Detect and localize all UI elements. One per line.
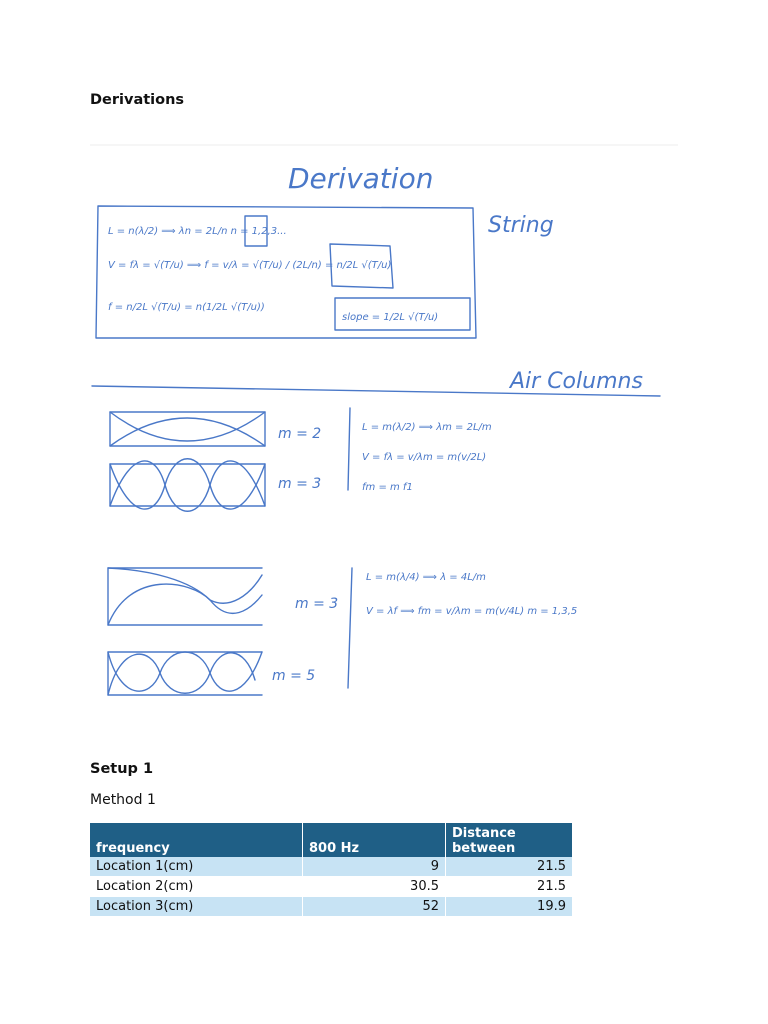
section-heading-derivations: Derivations [90,92,185,108]
sketch-title: Derivation [288,162,434,195]
string-eq2: V = fλ = √(T/u) ⟹ f = v/λ = √(T/u) / (2L/n) = n/2L √(T/u) [108,260,392,271]
method-label: Method 1 [90,792,156,808]
row-distance: 21.5 [446,877,572,897]
row-value: 52 [303,897,446,917]
sketch-air-label: Air Columns [510,369,643,394]
string-eq1: L = n(λ/2) ⟹ λn = 2L/n n = 1,2,3... [108,226,287,237]
closed-eq2: V = λf ⟹ fm = v/λm = m(v/4L) m = 1,3,5 [366,606,578,617]
sketch-string-label: String [488,213,554,238]
handwritten-derivation-image [90,140,680,705]
section-heading-setup: Setup 1 [90,761,154,777]
header-800hz: 800 Hz [303,823,446,857]
closed-m5-label: m = 5 [272,668,316,684]
row-value: 30.5 [303,877,446,897]
table-header-row [90,823,572,857]
table-row [90,877,572,897]
row-value: 9 [303,857,446,877]
string-eq3: f = n/2L √(T/u) = n(1/2L √(T/u)) [108,302,265,313]
row-distance: 19.9 [446,897,572,917]
row-label: Location 1(cm) [90,857,303,877]
closed-m3-label: m = 3 [295,596,339,612]
table-row [90,897,572,917]
open-m3-label: m = 3 [278,476,322,492]
row-distance: 21.5 [446,857,572,877]
measurement-table [90,823,572,917]
table-row [90,857,572,877]
header-frequency: frequency [90,823,303,857]
open-eq2: V = fλ = v/λm = m(v/2L) [362,452,487,463]
open-m2-label: m = 2 [278,426,322,442]
row-label: Location 3(cm) [90,897,303,917]
row-label: Location 2(cm) [90,877,303,897]
string-slope-box: slope = 1/2L √(T/u) [342,312,439,323]
open-eq1: L = m(λ/2) ⟹ λm = 2L/m [362,422,492,433]
open-eq3: fm = m f1 [362,482,413,493]
closed-eq1: L = m(λ/4) ⟹ λ = 4L/m [366,572,486,583]
header-distance: Distance between [446,823,572,857]
